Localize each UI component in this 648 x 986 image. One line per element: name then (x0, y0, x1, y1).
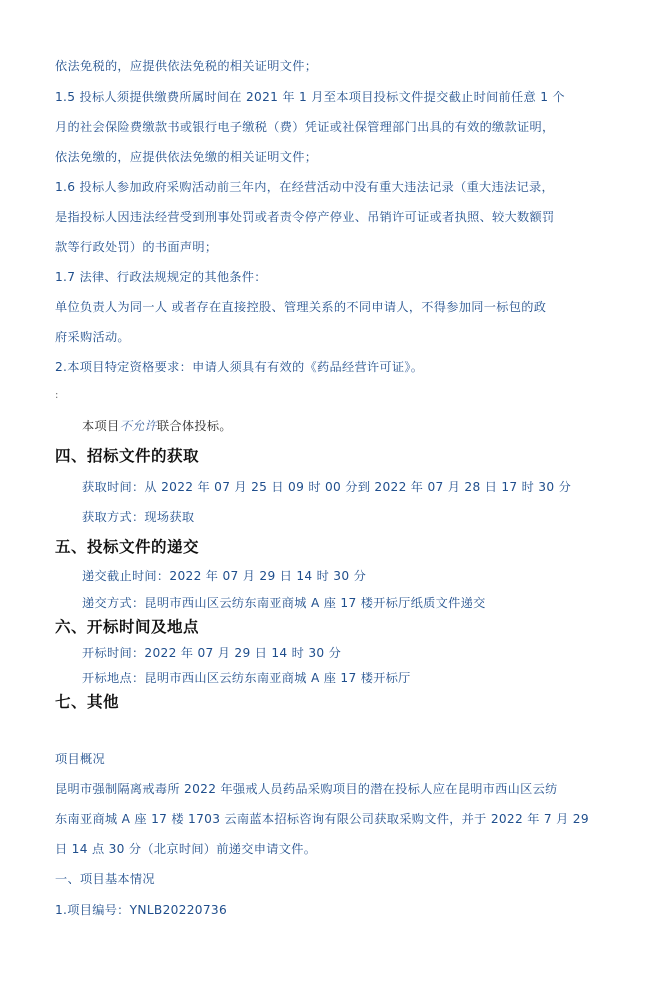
text-line: 依法免缴的，应提供依法免缴的相关证明文件； (55, 150, 318, 164)
text-line: 递交方式：昆明市西山区云纺东南亚商城 A 座 17 楼开标厅纸质文件递交 (82, 596, 486, 610)
section-heading: 五、投标文件的递交 (55, 538, 200, 556)
text-line: 单位负责人为同一人 或者存在直接控股、管理关系的不同申请人，不得参加同一标包的政 (55, 300, 547, 314)
subsection-title: 一、项目基本情况 (55, 872, 155, 886)
text-line: 获取方式：现场获取 (82, 510, 195, 524)
overview-title: 项目概况 (55, 752, 105, 766)
text-line: 是指投标人因违法经营受到刑事处罚或者责令停产停业、吊销许可证或者执照、较大数额罚 (55, 210, 555, 224)
section-heading: 六、开标时间及地点 (55, 618, 200, 636)
text-line: 月的社会保险费缴款书或银行电子缴税（费）凭证或社保管理部门出具的有效的缴款证明， (55, 120, 555, 134)
text-line: 1.6 投标人参加政府采购活动前三年内，在经营活动中没有重大违法记录（重大违法记录， (55, 180, 554, 194)
text-line: 款等行政处罚）的书面声明； (55, 240, 218, 254)
text-line: 1.5 投标人须提供缴费所属时间在 2021 年 1 月至本项目投标文件提交截止时间前任意 1 个 (55, 90, 565, 104)
text-line: 1.7 法律、行政法规规定的其他条件： (55, 270, 267, 284)
text-line: 日 14 点 30 分（北京时间）前递交申请文件。 (55, 842, 317, 856)
text-line: 开标地点：昆明市西山区云纺东南亚商城 A 座 17 楼开标厅 (82, 671, 411, 685)
text-line: 获取时间：从 2022 年 07 月 25 日 09 时 00 分到 2022 年 07 月 28 日 17 时 30 分 (82, 480, 572, 494)
consortium-suffix: 联合体投标。 (156, 419, 232, 433)
text-line: 府采购活动。 (55, 330, 130, 344)
consortium-line (82, 418, 232, 434)
text-line: 递交截止时间：2022 年 07 月 29 日 14 时 30 分 (82, 569, 367, 583)
consortium-value: 不允许 (119, 419, 157, 433)
text-line: 昆明市强制隔离戒毒所 2022 年强戒人员药品采购项目的潜在投标人应在昆明市西山区云纺 (55, 782, 558, 796)
section-heading: 四、招标文件的获取 (55, 447, 200, 465)
text-line: 依法免税的，应提供依法免税的相关证明文件； (55, 59, 318, 73)
text-line: 开标时间：2022 年 07 月 29 日 14 时 30 分 (82, 646, 342, 660)
consortium-prefix: 本项目 (82, 419, 120, 433)
section-heading: 七、其他 (55, 693, 120, 711)
project-number: 1.项目编号：YNLB20220736 (55, 903, 228, 917)
stray-mark: : (55, 390, 59, 401)
text-line: 2.本项目特定资格要求：申请人须具有有效的《药品经营许可证》。 (55, 360, 424, 374)
text-line: 东南亚商城 A 座 17 楼 1703 云南蓝本招标咨询有限公司获取采购文件，并于 2022 年 7 月 29 (55, 812, 589, 826)
